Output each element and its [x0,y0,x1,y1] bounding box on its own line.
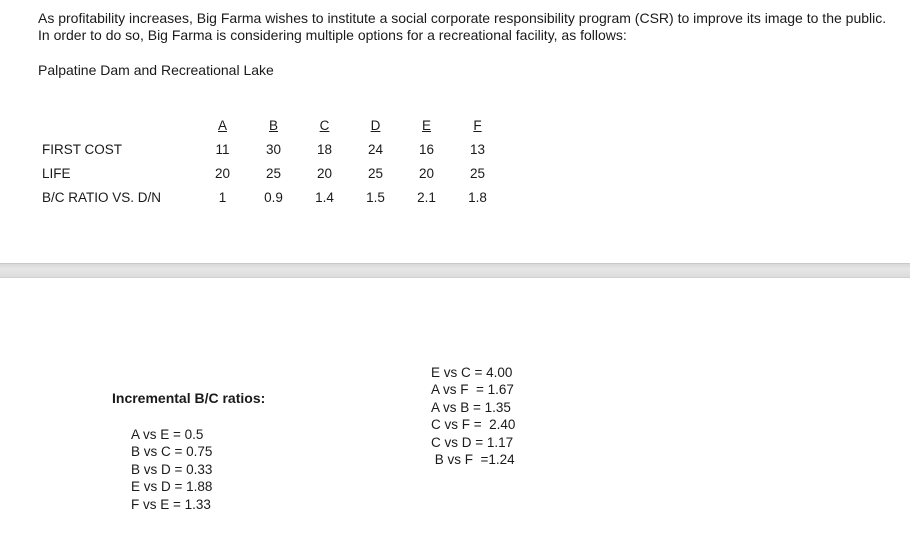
incremental-title: Incremental B/C ratios: [112,390,266,406]
table-cell: 1 [218,189,227,205]
table-cell: 30 [265,141,282,157]
table-corner-cell [37,113,197,137]
row-label: B/C RATIO VS. D/N [42,189,162,205]
document-page-top [0,0,910,263]
list-item: E vs D = 1.88 [131,479,213,495]
table-cell: 20 [418,165,435,181]
table-cell: 16 [418,141,435,157]
table-cell: 20 [316,165,333,181]
list-item: B vs C = 0.75 [131,444,213,460]
alt-header-b: B [268,117,278,133]
alternatives-table [37,113,503,209]
table-cell: 1.8 [468,189,487,205]
list-item: A vs B = 1.35 [431,399,511,415]
table-cell: 25 [469,165,486,181]
list-item: A vs F = 1.67 [431,382,514,398]
document-page-bottom [0,278,910,543]
table-row-bc-ratio [37,185,503,209]
table-cell: 18 [316,141,333,157]
table-header-row [37,113,503,137]
problem-subtitle: Palpatine Dam and Recreational Lake [38,62,274,78]
table-cell: 13 [469,141,486,157]
page-separator [0,263,910,278]
incremental-list-right [431,364,515,468]
table-cell: 0.9 [264,189,283,205]
alt-header-c: C [319,117,330,133]
table-cell: 2.1 [417,189,436,205]
alt-header-f: F [473,117,482,133]
list-item: C vs F = 2.40 [431,417,516,433]
list-item: E vs C = 4.00 [431,365,513,380]
table-cell: 25 [367,165,384,181]
list-item: C vs D = 1.17 [431,434,514,450]
incremental-list-left [131,426,212,513]
list-item: B vs D = 0.33 [131,461,213,477]
list-item: F vs E = 1.33 [131,496,211,512]
alt-header-a: A [217,117,227,133]
table-cell: 25 [265,165,282,181]
row-label: LIFE [42,165,71,181]
table-cell: 1.5 [366,189,385,205]
table-cell: 11 [215,141,230,157]
table-row-first-cost [37,137,503,161]
table-row-life [37,161,503,185]
table-cell: 1.4 [315,189,334,205]
table-cell: 24 [367,141,384,157]
alt-header-e: E [421,117,431,133]
problem-intro-text: As profitability increases, Big Farma wishes to institute a social corporate responsibility program (CSR) to improve its image to the public. In order to do so, Big Farma is considering multiple options for a recreational facility, as follows: [38,10,887,43]
row-label: FIRST COST [42,141,123,157]
table-cell: 20 [214,165,231,181]
list-item: A vs E = 0.5 [131,427,204,442]
list-item: B vs F =1.24 [431,452,515,468]
alt-header-d: D [370,117,381,133]
